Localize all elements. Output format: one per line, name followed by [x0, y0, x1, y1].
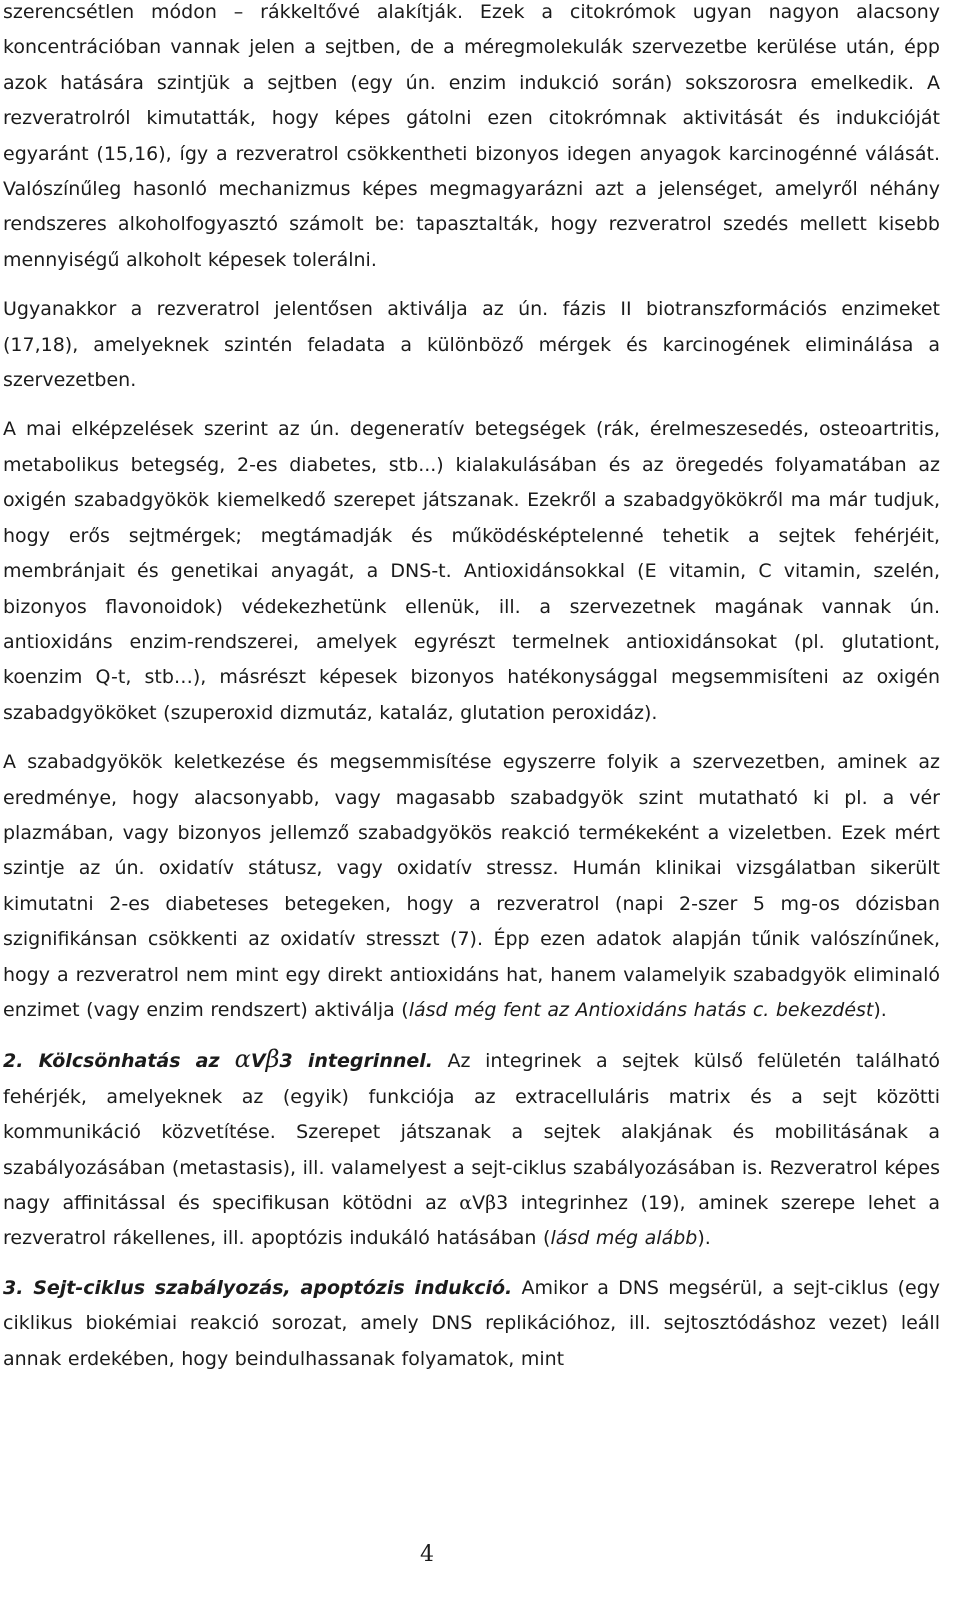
section-heading-cell-cycle: 3. Sejt-ciklus szabályozás, apoptózis indukció.: [3, 1276, 513, 1299]
paragraph-phase-ii: [3, 292, 940, 398]
paragraph-text: A szabadgyökök keletkezése és megsemmisítése egyszerre folyik a szervezetben, aminek az eredménye, hogy alacsonyabb, vagy magasabb szabadgyök szint mutatható ki pl. a vér plazmában, vagy bizonyos jellemző szabadgyökös reakció termékeként a vizeletben. Ezek mért szintje az ún. oxidatív státusz, vagy oxidatív stressz. Humán klinikai vizsgálatban sikerült kimutatni 2-es diabeteses betegeken, hogy a rezveratrol (napi 2-szer 5 mg-os dózisban szignifikánsan csökkenti az oxidatív stresszt (7). Épp ezen adatok alapján tűnik valószínűnek, hogy a rezveratrol nem mint egy direkt antioxidáns hat, hanem valamelyik szabadgyök eliminaló enzimet (vagy enzim rendszert) aktiválja (: [3, 751, 940, 1021]
paragraph-text: Ugyanakkor a rezveratrol jelentősen aktiválja az ún. fázis II biotranszformációs enzimeket (17,18), amelyeknek szintén feladata a különböző mérgek és karcinogének eliminálása a szervezetben.: [3, 298, 940, 392]
greek-beta: β: [265, 1045, 280, 1074]
paragraph-free-radicals: [3, 412, 940, 731]
paragraph-text: V: [472, 1192, 486, 1214]
paragraph-text-end: ).: [873, 998, 887, 1021]
paragraph-text: szerencsétlen módon – rákkeltővé alakítják. Ezek a citokrómok ugyan nagyon alacsony koncentrációban vannak jelen a sejtben, de a méregmolekulák szervezetbe kerülése után, épp azok hatására szintjük a sejtben (egy ún. enzim indukció során) sokszorosra emelkedik. A rezveratrolról kimutatták, hogy képes gátolni ezen citokrómnak aktivitását és indukcióját egyaránt (15,16), így a rezveratrol csökkentheti bizonyos idegen anyagok karcinogénné válását. Valószínűleg hasonló mechanizmus képes megmagyarázni azt a jelenséget, amelyről néhány rendszeres alkoholfogyasztó számolt be: tapasztalták, hogy rezveratrol szedés mellett kisebb mennyiségű alkoholt képesek tolerálni.: [3, 1, 940, 271]
greek-alpha: α: [459, 1192, 473, 1214]
paragraph-text: Az integrinek a sejtek külső felületén található fehérjék, amelyeknek az (egyik) funkciója az extracelluláris matrix és a sejt közötti kommunikáció közvetítése. Szerepet játszanak a sejtek alakjának és mobilitásának a szabályozásában (metastasis), ill. valamelyest a sejt-ciklus szabályozásában is. Rezveratrol képes nagy affinitással és specifikusan kötödni az: [3, 1050, 940, 1214]
page-number: 4: [420, 1542, 434, 1567]
paragraph-integrin: [3, 1042, 940, 1256]
paragraph-text: 3 integrinhez (19), aminek szerepe lehet a rezveratrol rákellenes, ill. apoptózis indukáló hatásában (: [3, 1192, 940, 1250]
heading-text: 3 integrinnel.: [279, 1050, 433, 1073]
heading-text: 2. Kölcsönhatás az: [3, 1050, 235, 1073]
paragraph-text: Amikor a DNS megsérül, a sejt-ciklus (egy ciklikus biokémiai reakció sorozat, amely DNS replikációhoz, ill. sejtosztódáshoz vezet) leáll annak erdekében, hogy beindulhassanak folyamatok, mint: [3, 1276, 940, 1370]
greek-beta: β: [485, 1192, 497, 1214]
italic-reference: lásd még alább: [550, 1227, 698, 1250]
paragraph-text-end: ).: [697, 1227, 711, 1250]
paragraph-text: A mai elképzelések szerint az ún. degeneratív betegségek (rák, érelmeszesedés, osteoartritis, metabolikus betegség, 2-es diabetes, stb...) kialakulásában és az öregedés folyamatában az oxigén szabadgyökök kiemelkedő szerepet játszanak. Ezekről a szabadgyökökről ma már tudjuk, hogy erős sejtmérgek; megtámadják és működésképtelenné tehetik a sejtek fehérjéit, membránjait és genetikai anyagát, a DNS-t. Antioxidánsokkal (E vitamin, C vitamin, szelén, bizonyos flavonoidok) védekezhetünk ellenük, ill. a szervezetnek magának vannak ún. antioxidáns enzim-rendszerei, amelyek egyrészt termelnek antioxidánsokat (pl. glutationt, koenzim Q-t, stb…), másrészt képesek bizonyos hatékonysággal megsemmisíteni az oxigén szabadgyököket (szuperoxid dizmutáz, kataláz, glutation peroxidáz).: [3, 418, 940, 724]
paragraph-cytochrome: [3, 0, 940, 278]
italic-reference: lásd még fent az Antioxidáns hatás c. bekezdést: [408, 998, 874, 1021]
paragraph-oxidative-stress: [3, 745, 940, 1028]
paragraph-cell-cycle: [3, 1271, 940, 1377]
greek-alpha: α: [234, 1045, 251, 1074]
heading-text: V: [250, 1050, 266, 1073]
section-heading-integrin: [3, 1045, 433, 1074]
